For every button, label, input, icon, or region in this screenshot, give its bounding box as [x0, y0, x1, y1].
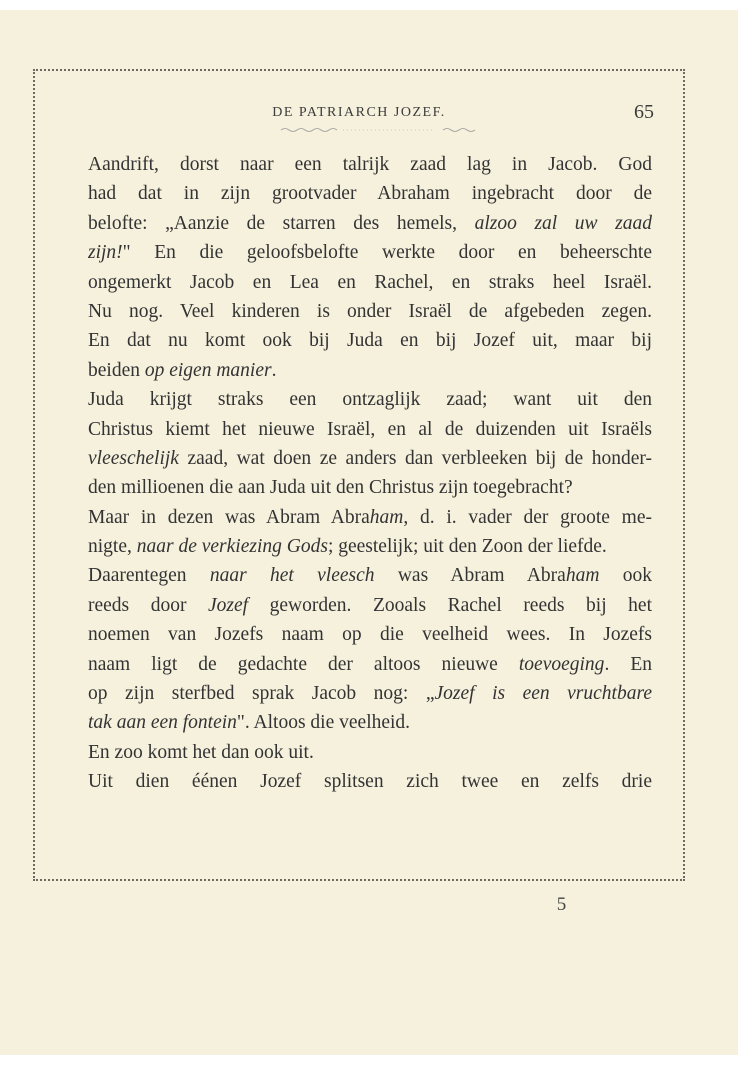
text-span: . En	[604, 653, 652, 675]
text-line: Aandrift, dorst naar een talrijk zaad lag in Jacob. God	[88, 154, 652, 175]
text-span: nigte,	[88, 536, 137, 558]
text-span: beiden	[88, 359, 145, 381]
text-line	[88, 650, 652, 679]
italic-phrase: naar het vleesch	[209, 565, 375, 587]
text-span: .	[271, 359, 277, 381]
text-span: ook	[599, 565, 652, 587]
text-span: Maar in dezen was Abram Abra	[88, 506, 370, 528]
italic-phrase: Jozef	[208, 594, 249, 616]
scan-top-margin	[0, 0, 738, 10]
text-line: den millioenen die aan Juda uit den Christus zijn toegebracht?	[88, 477, 573, 499]
italic-phrase: op eigen manier	[144, 359, 272, 381]
header-ornament-rule	[33, 124, 685, 136]
page-number: 65	[634, 101, 654, 123]
text-span: reeds door	[88, 594, 209, 616]
text-span: was Abram Abra	[374, 565, 566, 587]
text-span: naam ligt de gedachte der altoos nieuwe	[88, 653, 519, 675]
text-span: op zijn sterfbed sprak Jacob nog: „	[88, 683, 435, 705]
text-line: Juda krijgt straks een ontzaglijk zaad; want uit den	[88, 389, 652, 411]
text-line: noemen van Jozefs naam op die veelheid wees. In Jozefs	[88, 624, 652, 646]
italic-phrase: tak aan een fontein	[88, 712, 237, 734]
scan-bottom-margin	[0, 1055, 738, 1068]
text-line	[88, 708, 652, 737]
text-line	[88, 532, 652, 561]
text-line: En zoo komt het dan ook uit.	[88, 741, 314, 763]
text-line	[88, 444, 652, 473]
text-line: had dat in zijn grootvader Abraham ingebracht door de	[88, 183, 652, 205]
text-line	[88, 591, 652, 620]
text-line	[88, 209, 652, 238]
text-span: Daarentegen	[88, 565, 210, 587]
text-line: En dat nu komt ook bij Juda en bij Jozef uit, maar bij	[88, 330, 652, 352]
italic-phrase: naar de verkiezing Gods	[136, 536, 328, 558]
text-line: ongemerkt Jacob en Lea en Rachel, en straks heel Israël.	[88, 271, 652, 293]
body-text	[88, 150, 652, 797]
text-span: ". Altoos die veelheid.	[236, 712, 411, 734]
signature-mark: 5	[556, 894, 567, 915]
text-line: Uit dien éénen Jozef splitsen zich twee en zelfs drie	[88, 771, 652, 793]
text-line	[88, 356, 652, 385]
text-line: Nu nog. Veel kinderen is onder Israël de afgebeden zegen.	[88, 300, 652, 322]
text-span: " En die geloofsbelofte werkte door en beheerschte	[122, 242, 652, 264]
italic-phrase: toevoeging	[518, 653, 605, 675]
text-span: , d. i. vader der groote me-	[403, 506, 652, 528]
italic-phrase: ham	[369, 506, 404, 528]
text-line	[88, 238, 652, 267]
text-line	[88, 561, 652, 590]
text-line	[88, 679, 652, 708]
text-line	[88, 503, 652, 532]
italic-phrase: ham	[565, 565, 600, 587]
text-span: ; geestelijk; uit den Zoon der liefde.	[327, 536, 607, 558]
text-span: belofte: „Aanzie de starren des hemels,	[88, 212, 475, 234]
running-head: DE PATRIARCH JOZEF.	[272, 105, 446, 120]
italic-phrase: zijn!	[88, 242, 123, 264]
text-line: Christus kiemt het nieuwe Israël, en al de duizenden uit Israëls	[88, 418, 652, 440]
italic-phrase: alzoo zal uw zaad	[474, 212, 652, 234]
text-span: zaad, wat doen ze anders dan verbleeken bij de honder-	[178, 447, 652, 469]
italic-phrase: Jozef is een vruchtbare	[434, 683, 652, 705]
text-span: geworden. Zooals Rachel reeds bij het	[248, 594, 652, 616]
italic-phrase: vleeschelijk	[88, 447, 179, 469]
